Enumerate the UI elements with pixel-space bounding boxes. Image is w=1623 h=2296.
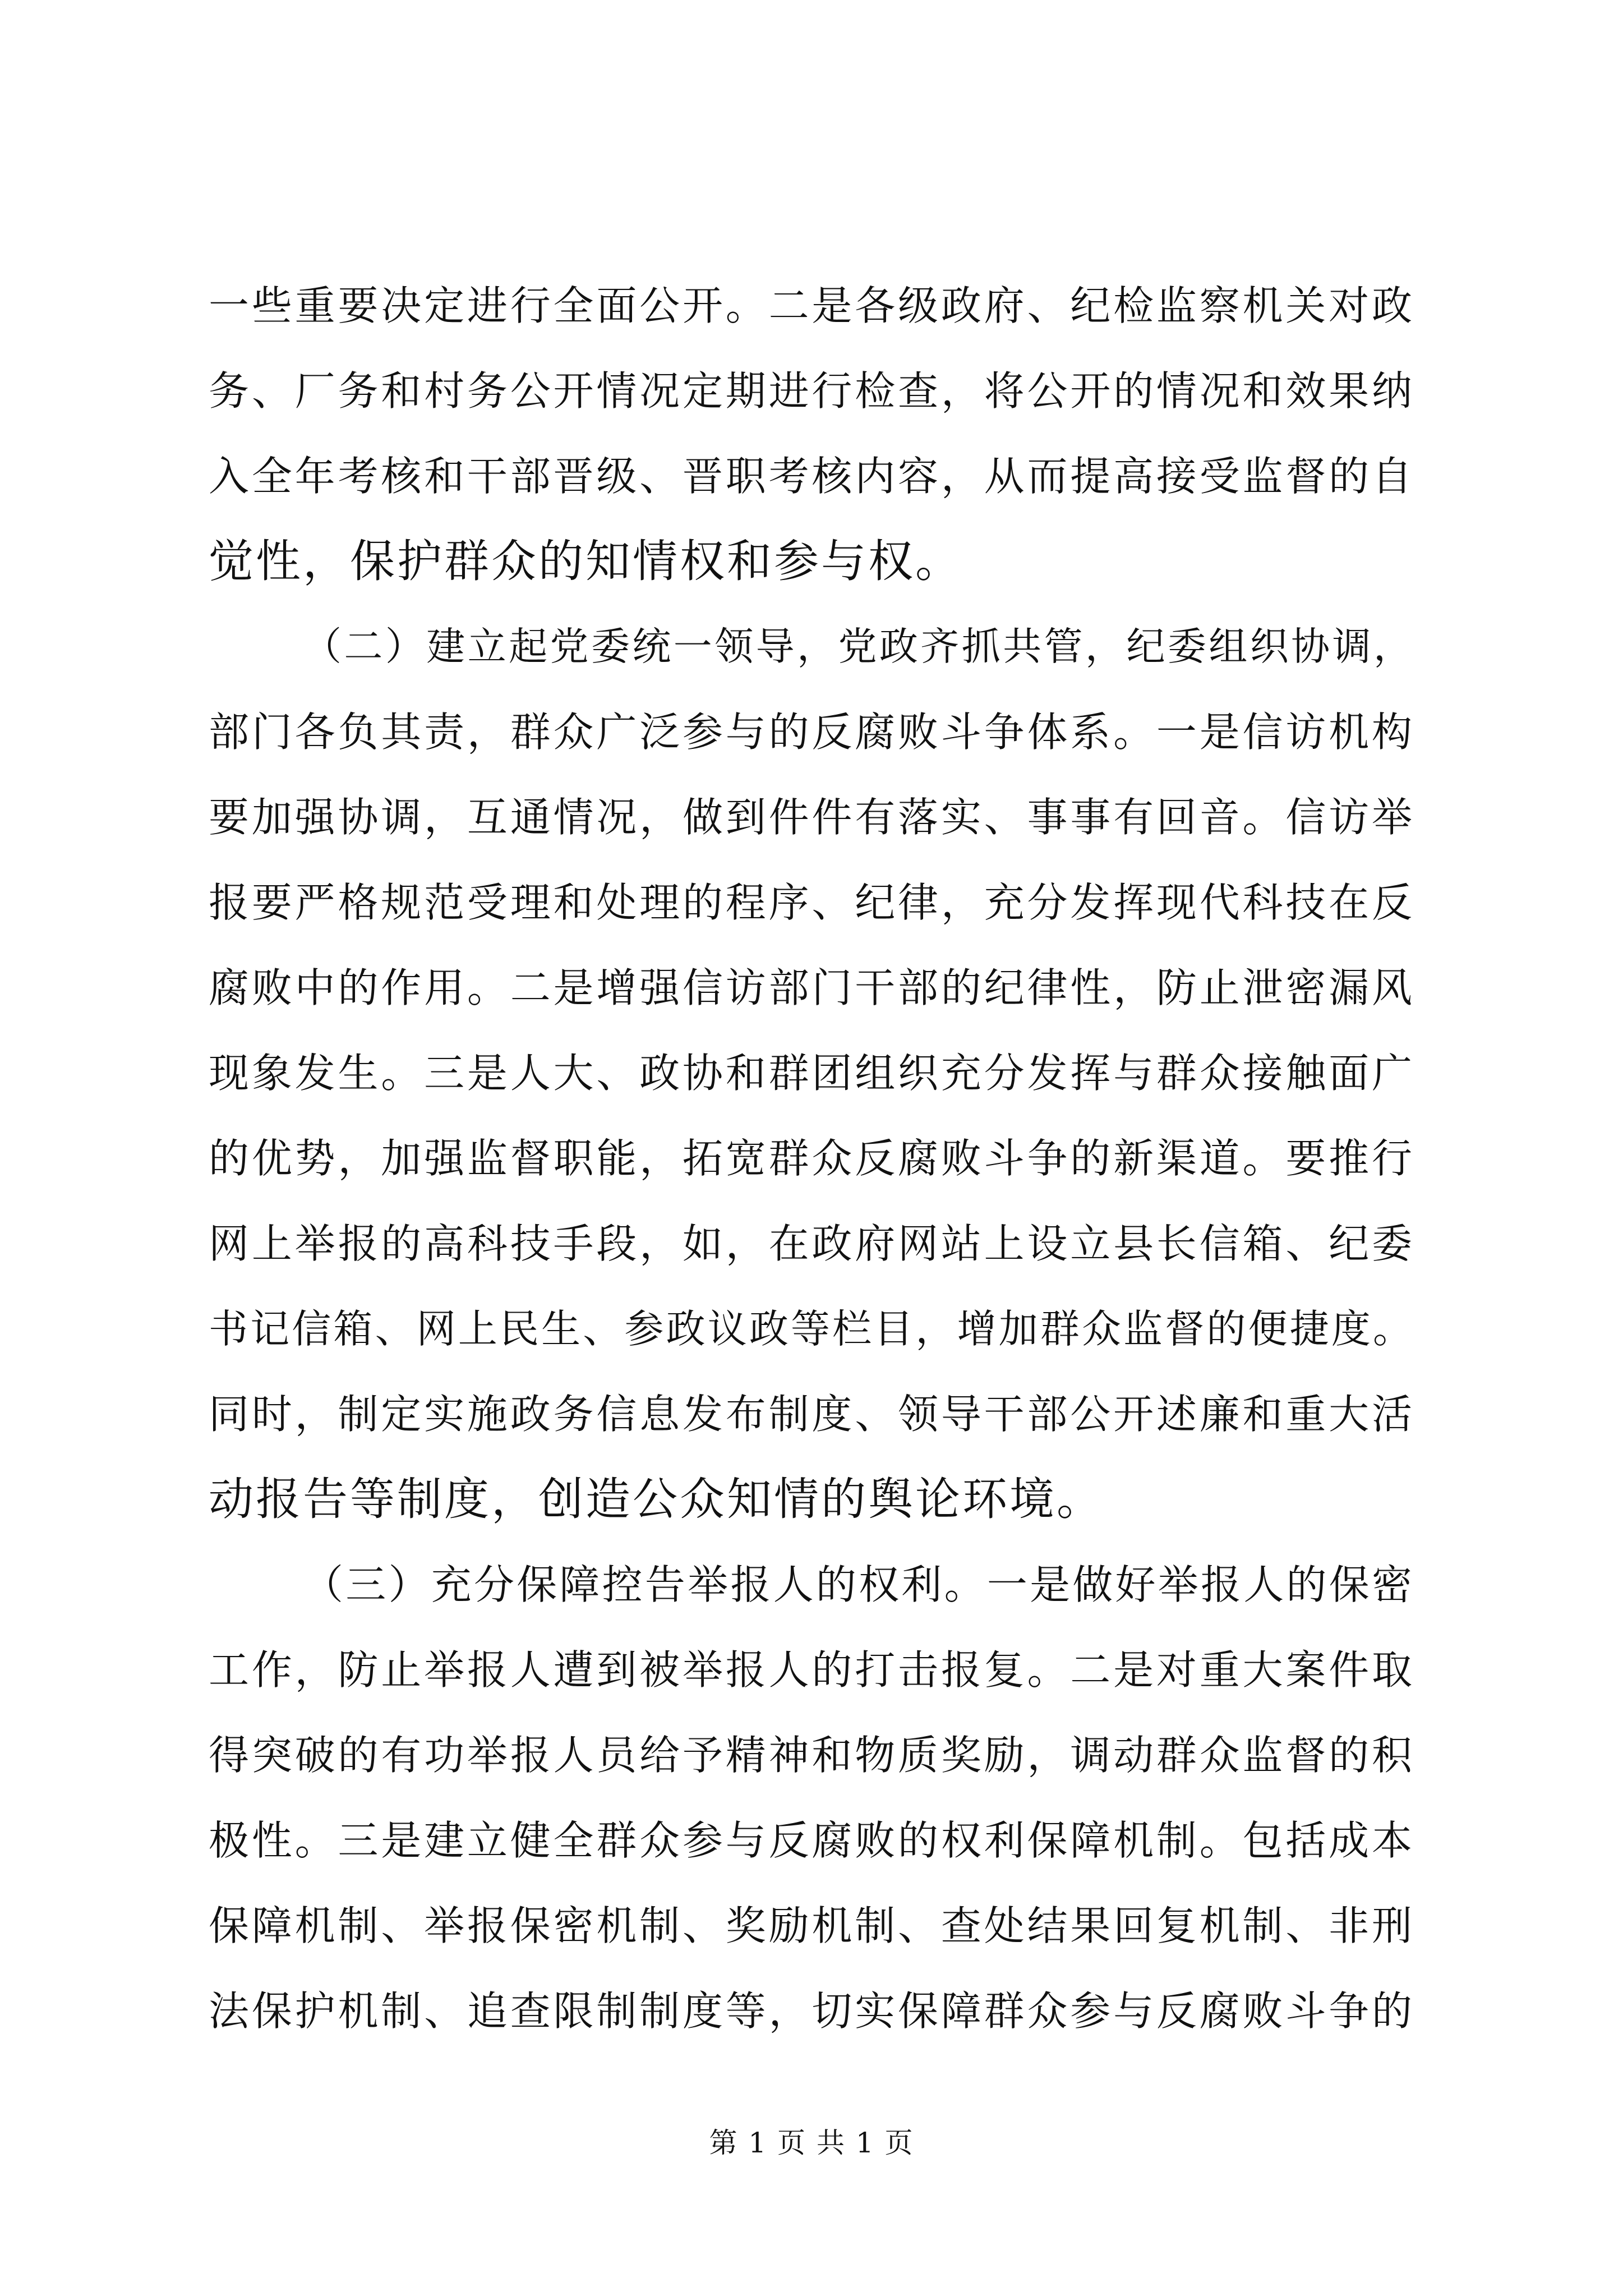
text-line-9: 腐败中的作用。二是增强信访部门干部的纪律性，防止泄密漏风 <box>209 964 1414 1011</box>
text-line-3: 入全年考核和干部晋级、晋职考核内容，从而提高接受监督的自 <box>209 453 1414 500</box>
text-line-7: 要加强协调，互通情况，做到件件有落实、事事有回音。信访举 <box>209 794 1414 841</box>
text-line-11: 的优势，加强监督职能，拓宽群众反腐败斗争的新渠道。要推行 <box>209 1135 1414 1182</box>
text-line-5: （二）建立起党委统一领导，党政齐抓共管，纪委组织协调， <box>303 624 1414 669</box>
text-line-10: 现象发生。三是人大、政协和群团组织充分发挥与群众接触面广 <box>209 1050 1414 1097</box>
text-line-15: 动报告等制度，创造公众知情的舆论环境。 <box>209 1473 1104 1525</box>
text-line-13: 书记信箱、网上民生、参政议政等栏目，增加群众监督的便捷度。 <box>209 1306 1414 1352</box>
text-line-14: 同时，制定实施政务信息发布制度、领导干部公开述廉和重大活 <box>209 1391 1414 1438</box>
text-line-18: 得突破的有功举报人员给予精神和物质奖励，调动群众监督的积 <box>209 1732 1414 1779</box>
text-line-8: 报要严格规范受理和处理的程序、纪律，充分发挥现代科技在反 <box>209 879 1414 926</box>
text-line-12: 网上举报的高科技手段，如，在政府网站上设立县长信箱、纪委 <box>209 1220 1414 1267</box>
text-line-1: 一些重要决定进行全面公开。二是各级政府、纪检监察机关对政 <box>209 282 1414 329</box>
text-line-17: 工作，防止举报人遭到被举报人的打击报复。二是对重大案件取 <box>209 1646 1414 1694</box>
text-line-6: 部门各负其责，群众广泛参与的反腐败斗争体系。一是信访机构 <box>209 708 1414 756</box>
text-line-21: 法保护机制、追查限制制度等，切实保障群众参与反腐败斗争的 <box>209 1987 1414 2035</box>
page-footer: 第 1 页 共 1 页 <box>709 2127 914 2159</box>
text-line-20: 保障机制、举报保密机制、奖励机制、查处结果回复机制、非刑 <box>209 1902 1414 1949</box>
text-line-16: （三）充分保障控告举报人的权利。一是做好举报人的保密 <box>303 1561 1414 1608</box>
text-line-2: 务、厂务和村务公开情况定期进行检查，将公开的情况和效果纳 <box>209 367 1414 415</box>
text-line-4: 觉性，保护群众的知情权和参与权。 <box>209 535 962 587</box>
text-line-19: 极性。三是建立健全群众参与反腐败的权利保障机制。包括成本 <box>209 1817 1414 1864</box>
